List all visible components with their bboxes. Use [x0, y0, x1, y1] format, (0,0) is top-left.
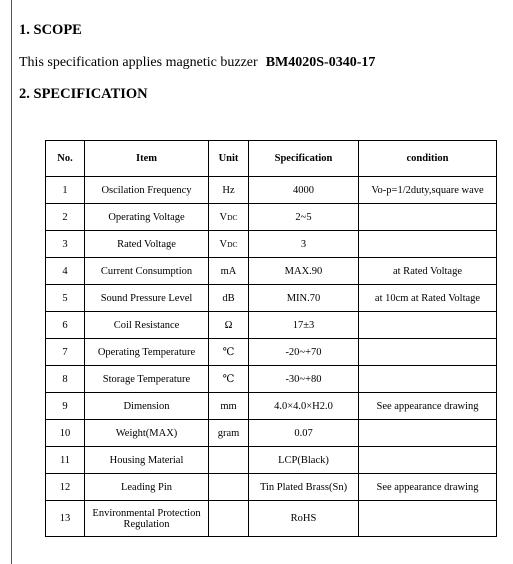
cell-specification: 0.07 [249, 420, 359, 447]
table-row [46, 231, 497, 258]
cell-specification: -20~+70 [249, 339, 359, 366]
cell-unit: ℃ [209, 366, 249, 393]
cell-item: Dimension [85, 393, 209, 420]
cell-unit: ℃ [209, 339, 249, 366]
header-item: Item [85, 141, 209, 177]
cell-item: Operating Temperature [85, 339, 209, 366]
cell-specification: MAX.90 [249, 258, 359, 285]
table-row [46, 339, 497, 366]
cell-specification: LCP(Black) [249, 447, 359, 474]
cell-unit [209, 204, 249, 231]
table-row [46, 366, 497, 393]
cell-item: Operating Voltage [85, 204, 209, 231]
cell-item: Current Consumption [85, 258, 209, 285]
cell-no: 13 [46, 501, 85, 537]
cell-item: Coil Resistance [85, 312, 209, 339]
scope-heading: 1. SCOPE [19, 22, 82, 38]
header-condition: condition [359, 141, 497, 177]
table-row [46, 312, 497, 339]
cell-specification: MIN.70 [249, 285, 359, 312]
header-specification: Specification [249, 141, 359, 177]
cell-no: 8 [46, 366, 85, 393]
cell-condition [359, 447, 497, 474]
cell-unit: mA [209, 258, 249, 285]
cell-specification: RoHS [249, 501, 359, 537]
cell-condition [359, 366, 497, 393]
cell-unit [209, 447, 249, 474]
table-row [46, 285, 497, 312]
table-row [46, 393, 497, 420]
unit-symbol: V [219, 238, 228, 250]
cell-item: Storage Temperature [85, 366, 209, 393]
cell-condition: Vo-p=1/2duty,square wave [359, 177, 497, 204]
cell-condition: at Rated Voltage [359, 258, 497, 285]
cell-unit: gram [209, 420, 249, 447]
cell-no: 9 [46, 393, 85, 420]
cell-no: 12 [46, 474, 85, 501]
table-row [46, 447, 497, 474]
cell-condition [359, 231, 497, 258]
cell-item: Leading Pin [85, 474, 209, 501]
cell-condition: See appearance drawing [359, 393, 497, 420]
cell-condition: See appearance drawing [359, 474, 497, 501]
cell-condition [359, 420, 497, 447]
table-row [46, 501, 497, 537]
header-no: No. [46, 141, 85, 177]
cell-unit: Hz [209, 177, 249, 204]
cell-unit [209, 474, 249, 501]
cell-condition [359, 312, 497, 339]
table-row [46, 420, 497, 447]
cell-no: 11 [46, 447, 85, 474]
cell-no: 5 [46, 285, 85, 312]
unit-symbol: V [219, 211, 228, 223]
model-number: BM4020S-0340-17 [265, 55, 376, 70]
cell-specification: 17±3 [249, 312, 359, 339]
cell-no: 1 [46, 177, 85, 204]
table-header-row [46, 141, 497, 177]
cell-unit [209, 231, 249, 258]
cell-item: Oscilation Frequency [85, 177, 209, 204]
cell-item: Weight(MAX) [85, 420, 209, 447]
cell-condition [359, 501, 497, 537]
cell-condition: at 10cm at Rated Voltage [359, 285, 497, 312]
cell-unit [209, 501, 249, 537]
table-row [46, 474, 497, 501]
cell-no: 3 [46, 231, 85, 258]
scope-text-line [19, 55, 375, 71]
cell-no: 2 [46, 204, 85, 231]
cell-unit: dB [209, 285, 249, 312]
cell-specification: Tin Plated Brass(Sn) [249, 474, 359, 501]
cell-item: Rated Voltage [85, 231, 209, 258]
cell-no: 6 [46, 312, 85, 339]
cell-condition [359, 339, 497, 366]
cell-specification: 2~5 [249, 204, 359, 231]
table-row [46, 258, 497, 285]
cell-unit: Ω [209, 312, 249, 339]
table-row [46, 204, 497, 231]
table-row [46, 177, 497, 204]
cell-specification: 4.0×4.0×H2.0 [249, 393, 359, 420]
cell-specification: 3 [249, 231, 359, 258]
unit-subscript: DC [227, 239, 238, 249]
cell-no: 10 [46, 420, 85, 447]
cell-specification: 4000 [249, 177, 359, 204]
cell-item: Sound Pressure Level [85, 285, 209, 312]
cell-item: Housing Material [85, 447, 209, 474]
specification-heading: 2. SPECIFICATION [19, 86, 148, 102]
cell-condition [359, 204, 497, 231]
cell-item: Environmental Protection Regulation [85, 501, 209, 537]
cell-unit: mm [209, 393, 249, 420]
cell-no: 7 [46, 339, 85, 366]
cell-no: 4 [46, 258, 85, 285]
unit-subscript: DC [227, 212, 238, 222]
scope-text: This specification applies magnetic buzzer [19, 55, 258, 70]
specification-table [45, 140, 497, 537]
cell-specification: -30~+80 [249, 366, 359, 393]
header-unit: Unit [209, 141, 249, 177]
